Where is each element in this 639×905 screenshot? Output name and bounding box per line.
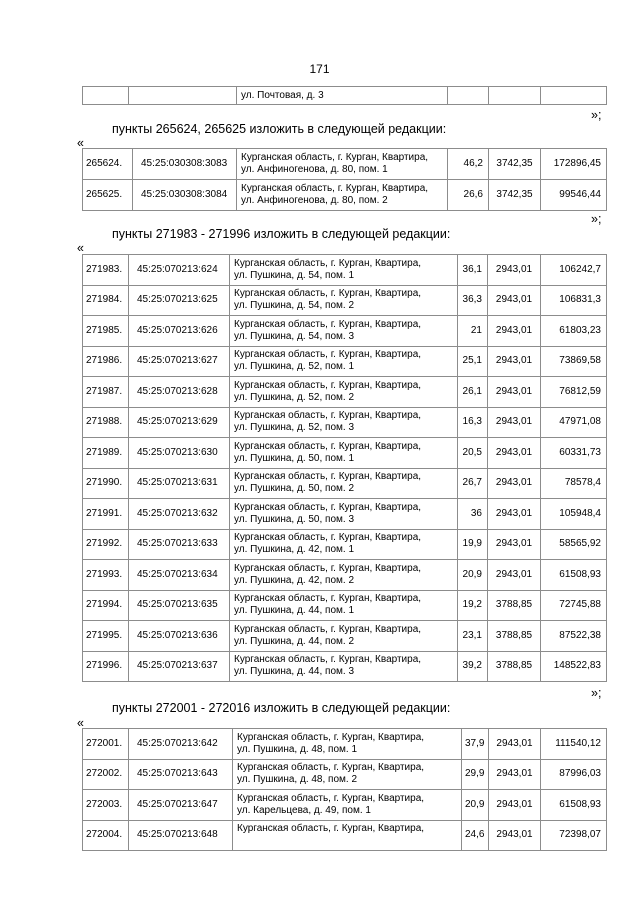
cell-cadastral-number: 45:25:070213:648: [129, 820, 233, 851]
address-line-1: Курганская область, г. Курган, Квартира,: [234, 410, 422, 422]
cell-cadastral-number: 45:25:070213:634: [129, 560, 230, 591]
cell-item-number: 271987.: [83, 377, 129, 408]
cell-address: [237, 180, 448, 211]
table-row: [83, 438, 607, 469]
cell-address: [230, 590, 458, 621]
cell-empty: [129, 87, 237, 105]
cell-unit-price: 2943,01: [489, 759, 541, 790]
cell-cadastral-number: 45:25:070213:626: [129, 316, 230, 347]
cell-address: [230, 346, 458, 377]
cell-area: 19,2: [458, 590, 488, 621]
cell-cadastral-number: 45:25:070213:642: [129, 729, 233, 760]
address-line-2: ул. Пушкина, д. 52, пом. 3: [234, 422, 355, 434]
address-line-1: Курганская область, г. Курган, Квартира,: [234, 471, 422, 483]
cell-address: [233, 820, 462, 851]
address-line-2: ул. Пушкина, д. 42, пом. 2: [234, 574, 355, 586]
cell-total-value: 73869,58: [541, 346, 607, 377]
table-row: [83, 407, 607, 438]
address-line-1: Курганская область, г. Курган, Квартира,: [234, 257, 422, 269]
cell-total-value: 87522,38: [541, 621, 607, 652]
cell-area: 24,6: [462, 820, 489, 851]
top-continuation-table: [82, 86, 607, 105]
cell-cadastral-number: 45:25:070213:630: [129, 438, 230, 469]
cell-item-number: 265625.: [83, 180, 133, 211]
cell-item-number: 272004.: [83, 820, 129, 851]
cell-item-number: 271995.: [83, 621, 129, 652]
address-line-2: ул. Пушкина, д. 54, пом. 3: [234, 330, 355, 342]
address-line-2: ул. Пушкина, д. 52, пом. 2: [234, 391, 355, 403]
cell-unit-price: 2943,01: [488, 468, 541, 499]
address-line-2: ул. Пушкина, д. 50, пом. 3: [234, 513, 355, 525]
cell-cadastral-number: 45:25:070213:624: [129, 255, 230, 286]
table-row: [83, 255, 607, 286]
address-line-1: Курганская область, г. Курган, Квартира,: [234, 623, 422, 635]
cell-cadastral-number: 45:25:070213:628: [129, 377, 230, 408]
cell-area: 36,1: [458, 255, 488, 286]
cell-address: [230, 438, 458, 469]
quote-close: »;: [591, 212, 602, 226]
section-table: [82, 148, 607, 211]
cell-item-number: 272002.: [83, 759, 129, 790]
table-row: [83, 346, 607, 377]
cell-unit-price: 2943,01: [488, 285, 541, 316]
cell-unit-price: 2943,01: [489, 790, 541, 821]
cell-item-number: 271989.: [83, 438, 129, 469]
cell-total-value: 111540,12: [541, 729, 607, 760]
cell-empty: [541, 87, 607, 105]
cell-item-number: 271985.: [83, 316, 129, 347]
table-row: [83, 316, 607, 347]
address-line-2: ул. Пушкина, д. 48, пом. 1: [237, 743, 358, 755]
section-heading: пункты 272001 - 272016 изложить в следующей редакции:: [112, 701, 451, 715]
cell-item-number: 271986.: [83, 346, 129, 377]
cell-item-number: 271990.: [83, 468, 129, 499]
cell-item-number: 272001.: [83, 729, 129, 760]
cell-unit-price: 2943,01: [488, 499, 541, 530]
cell-unit-price: 2943,01: [488, 255, 541, 286]
cell-area: 26,1: [458, 377, 488, 408]
cell-total-value: 106242,7: [541, 255, 607, 286]
address-line-1: Курганская область, г. Курган, Квартира,: [237, 731, 425, 743]
address-line-1: Курганская область, г. Курган, Квартира,: [241, 152, 429, 163]
cell-area: 25,1: [458, 346, 488, 377]
cell-total-value: 76812,59: [541, 377, 607, 408]
cell-item-number: 271984.: [83, 285, 129, 316]
table-row: [83, 651, 607, 682]
address-line-1: Курганская область, г. Курган, Квартира,: [237, 762, 425, 774]
cell-unit-price: 2943,01: [488, 529, 541, 560]
cell-total-value: 72398,07: [541, 820, 607, 851]
cell-total-value: 72745,88: [541, 590, 607, 621]
address-line-2: ул. Пушкина, д. 54, пом. 1: [234, 269, 355, 281]
cell-unit-price: 3788,85: [488, 621, 541, 652]
address-line-2: ул. Пушкина, д. 44, пом. 3: [234, 666, 355, 678]
cell-total-value: 47971,08: [541, 407, 607, 438]
cell-area: 19,9: [458, 529, 488, 560]
section-heading: пункты 265624, 265625 изложить в следующей редакции:: [112, 122, 447, 136]
cell-item-number: 271996.: [83, 651, 129, 682]
cell-area: 39,2: [458, 651, 488, 682]
cell-area: 37,9: [462, 729, 489, 760]
table-row: [83, 759, 607, 790]
cell-address: [230, 651, 458, 682]
cell-cadastral-number: 45:25:070213:635: [129, 590, 230, 621]
cell-area: 46,2: [448, 149, 489, 180]
cell-area: 26,7: [458, 468, 488, 499]
cell-address: [233, 759, 462, 790]
cell-total-value: 61508,93: [541, 560, 607, 591]
cell-item-number: 271983.: [83, 255, 129, 286]
quote-close: »;: [591, 108, 602, 122]
table-row: [83, 285, 607, 316]
cell-total-value: 58565,92: [541, 529, 607, 560]
cell-total-value: 61803,23: [541, 316, 607, 347]
address-line-2: ул. Пушкина, д. 48, пом. 2: [237, 774, 358, 786]
cell-address: [230, 621, 458, 652]
cell-item-number: 271991.: [83, 499, 129, 530]
quote-close: »;: [591, 686, 602, 700]
table-row: [83, 621, 607, 652]
cell-unit-price: 3742,35: [489, 149, 541, 180]
cell-unit-price: 2943,01: [489, 729, 541, 760]
table-row: [83, 820, 607, 851]
address-line-2: ул. Пушкина, д. 52, пом. 1: [234, 361, 355, 373]
cell-unit-price: 2943,01: [488, 438, 541, 469]
cell-total-value: 87996,03: [541, 759, 607, 790]
quote-open: «: [77, 716, 84, 730]
cell-address: [233, 790, 462, 821]
cell-unit-price: 2943,01: [488, 316, 541, 347]
address-line-1: Курганская область, г. Курган, Квартира,: [234, 288, 422, 300]
cell-cadastral-number: 45:25:070213:631: [129, 468, 230, 499]
cell-cadastral-number: 45:25:070213:636: [129, 621, 230, 652]
address-line-1: Курганская область, г. Курган, Квартира,: [234, 654, 422, 666]
address-line-1: Курганская область, г. Курган, Квартира,: [237, 792, 425, 804]
cell-area: 23,1: [458, 621, 488, 652]
cell-total-value: 61508,93: [541, 790, 607, 821]
cell-item-number: 265624.: [83, 149, 133, 180]
cell-address: [230, 468, 458, 499]
cell-address: [233, 729, 462, 760]
cell-address: [237, 149, 448, 180]
cell-cadastral-number: 45:25:070213:629: [129, 407, 230, 438]
cell-address: [230, 529, 458, 560]
address-line-1: Курганская область, г. Курган, Квартира,: [234, 562, 422, 574]
cell-area: 36: [458, 499, 488, 530]
table-row: [83, 468, 607, 499]
cell-address: [230, 255, 458, 286]
address-line-2: ул. Анфиногенова, д. 80, пом. 1: [241, 164, 388, 175]
address-line-2: ул. Пушкина, д. 44, пом. 2: [234, 635, 355, 647]
cell-total-value: 106831,3: [541, 285, 607, 316]
cell-item-number: 271992.: [83, 529, 129, 560]
cell-cadastral-number: 45:25:070213:632: [129, 499, 230, 530]
table-row: [83, 729, 607, 760]
address-line-1: Курганская область, г. Курган, Квартира,: [237, 823, 425, 835]
cell-cadastral-number: 45:25:070213:637: [129, 651, 230, 682]
cell-total-value: 105948,4: [541, 499, 607, 530]
address-line-2: ул. Пушкина, д. 50, пом. 1: [234, 452, 355, 464]
cell-item-number: 271993.: [83, 560, 129, 591]
section-table: [82, 254, 607, 682]
address-line-2: ул. Пушкина, д. 54, пом. 2: [234, 300, 355, 312]
address-line-2: ул. Карельцева, д. 49, пом. 1: [237, 804, 371, 816]
address-line-1: Курганская область, г. Курган, Квартира,: [234, 379, 422, 391]
section-heading: пункты 271983 - 271996 изложить в следующей редакции:: [112, 227, 451, 241]
cell-unit-price: 2943,01: [489, 820, 541, 851]
cell-area: 20,9: [462, 790, 489, 821]
page-number: 171: [309, 62, 330, 76]
address-line-1: Курганская область, г. Курган, Квартира,: [241, 183, 429, 194]
cell-area: 29,9: [462, 759, 489, 790]
cell-empty: [489, 87, 541, 105]
cell-unit-price: 3742,35: [489, 180, 541, 211]
cell-total-value: 78578,4: [541, 468, 607, 499]
table-row: [83, 499, 607, 530]
table-row: [83, 529, 607, 560]
cell-empty: [83, 87, 129, 105]
cell-cadastral-number: 45:25:070213:647: [129, 790, 233, 821]
table-row: [83, 560, 607, 591]
cell-item-number: 271988.: [83, 407, 129, 438]
cell-empty: [448, 87, 489, 105]
address-line-1: Курганская область, г. Курган, Квартира,: [234, 593, 422, 605]
cell-cadastral-number: 45:25:030308:3083: [133, 149, 237, 180]
cell-total-value: 148522,83: [541, 651, 607, 682]
cell-unit-price: 2943,01: [488, 377, 541, 408]
cell-area: 26,6: [448, 180, 489, 211]
cell-address: ул. Почтовая, д. 3: [237, 87, 448, 105]
table-row: [83, 149, 607, 180]
quote-open: «: [77, 241, 84, 255]
cell-area: 36,3: [458, 285, 488, 316]
address-line-1: Курганская область, г. Курган, Квартира,: [234, 501, 422, 513]
address-line-2: ул. Анфиногенова, д. 80, пом. 2: [241, 195, 388, 206]
address-line-1: Курганская область, г. Курган, Квартира,: [234, 532, 422, 544]
cell-total-value: 60331,73: [541, 438, 607, 469]
cell-unit-price: 2943,01: [488, 346, 541, 377]
cell-cadastral-number: 45:25:070213:625: [129, 285, 230, 316]
cell-address: [230, 407, 458, 438]
address-line-2: ул. Пушкина, д. 42, пом. 1: [234, 544, 355, 556]
cell-area: 21: [458, 316, 488, 347]
address-line-2: ул. Пушкина, д. 44, пом. 1: [234, 605, 355, 617]
cell-unit-price: 3788,85: [488, 590, 541, 621]
cell-unit-price: 3788,85: [488, 651, 541, 682]
cell-total-value: 172896,45: [541, 149, 607, 180]
table-row: [83, 180, 607, 211]
cell-area: 20,9: [458, 560, 488, 591]
table-row: [83, 790, 607, 821]
address-line-1: Курганская область, г. Курган, Квартира,: [234, 318, 422, 330]
cell-address: [230, 560, 458, 591]
cell-address: [230, 377, 458, 408]
address-line-1: Курганская область, г. Курган, Квартира,: [234, 440, 422, 452]
quote-open: «: [77, 136, 84, 150]
cell-unit-price: 2943,01: [488, 560, 541, 591]
table-row: [83, 590, 607, 621]
cell-area: 20,5: [458, 438, 488, 469]
cell-address: [230, 499, 458, 530]
cell-cadastral-number: 45:25:030308:3084: [133, 180, 237, 211]
section-table: [82, 728, 607, 851]
address-line-1: Курганская область, г. Курган, Квартира,: [234, 349, 422, 361]
table-row: [83, 377, 607, 408]
cell-total-value: 99546,44: [541, 180, 607, 211]
cell-address: [230, 316, 458, 347]
cell-item-number: 271994.: [83, 590, 129, 621]
address-line-2: [237, 835, 458, 847]
cell-cadastral-number: 45:25:070213:627: [129, 346, 230, 377]
cell-cadastral-number: 45:25:070213:643: [129, 759, 233, 790]
address-line-2: ул. Пушкина, д. 50, пом. 2: [234, 483, 355, 495]
cell-unit-price: 2943,01: [488, 407, 541, 438]
cell-area: 16,3: [458, 407, 488, 438]
cell-address: [230, 285, 458, 316]
cell-cadastral-number: 45:25:070213:633: [129, 529, 230, 560]
cell-item-number: 272003.: [83, 790, 129, 821]
